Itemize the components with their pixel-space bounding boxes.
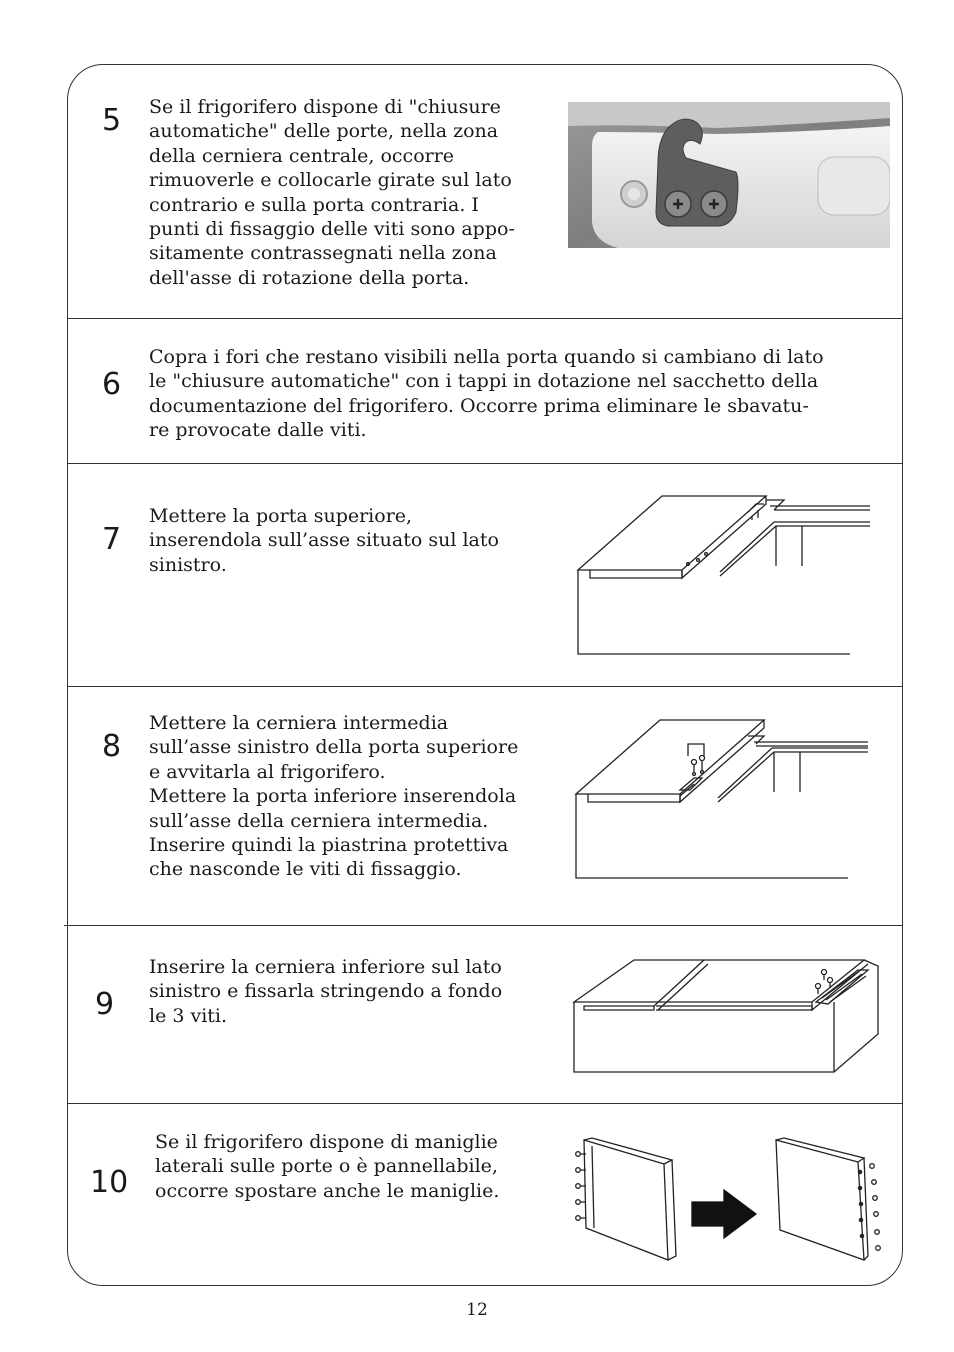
text-line: Mettere la porta superiore, xyxy=(149,505,413,527)
text-line: della cerniera centrale, occorre xyxy=(149,144,455,167)
text-line: documentazione del frigorifero. Occorre prima eliminare le sbavatu- xyxy=(149,394,809,417)
text-line: Mettere la cerniera intermedia xyxy=(149,712,449,734)
step-text xyxy=(149,711,559,882)
text-line: occorre spostare anche le maniglie. xyxy=(155,1179,500,1202)
door-closer-photo xyxy=(568,102,890,248)
page-number: 12 xyxy=(466,1300,488,1320)
step-number: 8 xyxy=(102,729,122,764)
text-line: sull’asse della cerniera intermedia. xyxy=(149,809,489,832)
text-line: che nasconde le viti di fissaggio. xyxy=(149,858,462,881)
text-line: sull’asse sinistro della porta superiore xyxy=(149,736,519,759)
arrow-right-icon xyxy=(692,1190,756,1238)
text-line: automatiche" delle porte, nella zona xyxy=(149,120,499,143)
step-text xyxy=(155,1130,555,1203)
lower-hinge-drawing xyxy=(568,950,882,1076)
handles-relocation-drawing xyxy=(566,1132,892,1264)
step-text xyxy=(149,504,559,577)
text-line: contrario e sulla porta contraria. I xyxy=(149,193,479,216)
text-line: Inserire la cerniera inferiore sul lato xyxy=(149,956,502,978)
text-line: Se il frigorifero dispone di "chiusure xyxy=(149,96,501,118)
middle-hinge-drawing xyxy=(568,714,880,886)
text-line: dell'asse di rotazione della porta. xyxy=(149,266,470,289)
step-text xyxy=(149,95,550,290)
text-line: e avvitarla al frigorifero. xyxy=(149,760,386,783)
text-line: sinistro. xyxy=(149,553,227,576)
text-line: Copra i fori che restano visibili nella porta quando si cambiano di lato xyxy=(149,346,824,368)
text-line: Se il frigorifero dispone di maniglie xyxy=(155,1131,498,1153)
text-line: laterali sulle porte o è pannellabile, xyxy=(155,1155,498,1178)
text-line: inserendola sull’asse situato sul lato xyxy=(149,529,499,552)
step-text xyxy=(149,345,889,443)
step-number: 5 xyxy=(102,103,122,138)
step-number: 6 xyxy=(102,367,122,402)
text-line: le "chiusure automatiche" con i tappi in dotazione nel sacchetto della xyxy=(149,370,819,393)
text-line: le 3 viti. xyxy=(149,1004,228,1027)
section-divider xyxy=(67,1103,903,1104)
step-number: 9 xyxy=(95,987,115,1022)
text-line: Inserire quindi la piastrina protettiva xyxy=(149,834,509,857)
section-divider xyxy=(67,463,903,464)
text-line: rimuoverle e collocarle girate sul lato xyxy=(149,169,512,192)
section-divider xyxy=(64,925,903,926)
step-number: 7 xyxy=(102,522,122,557)
text-line: re provocate dalle viti. xyxy=(149,419,367,442)
step-text xyxy=(149,955,559,1028)
step-number: 10 xyxy=(90,1165,129,1200)
section-divider xyxy=(67,686,903,687)
handle-holes-left xyxy=(576,1152,581,1221)
text-line: sitamente contrassegnati nella zona xyxy=(149,242,497,265)
text-line: Mettere la porta inferiore inserendola xyxy=(149,785,517,808)
upper-door-drawing xyxy=(570,490,880,660)
text-line: sinistro e fissarla stringendo a fondo xyxy=(149,980,503,1003)
section-divider xyxy=(67,318,903,319)
text-line: punti di fissaggio delle viti sono appo- xyxy=(149,218,515,241)
